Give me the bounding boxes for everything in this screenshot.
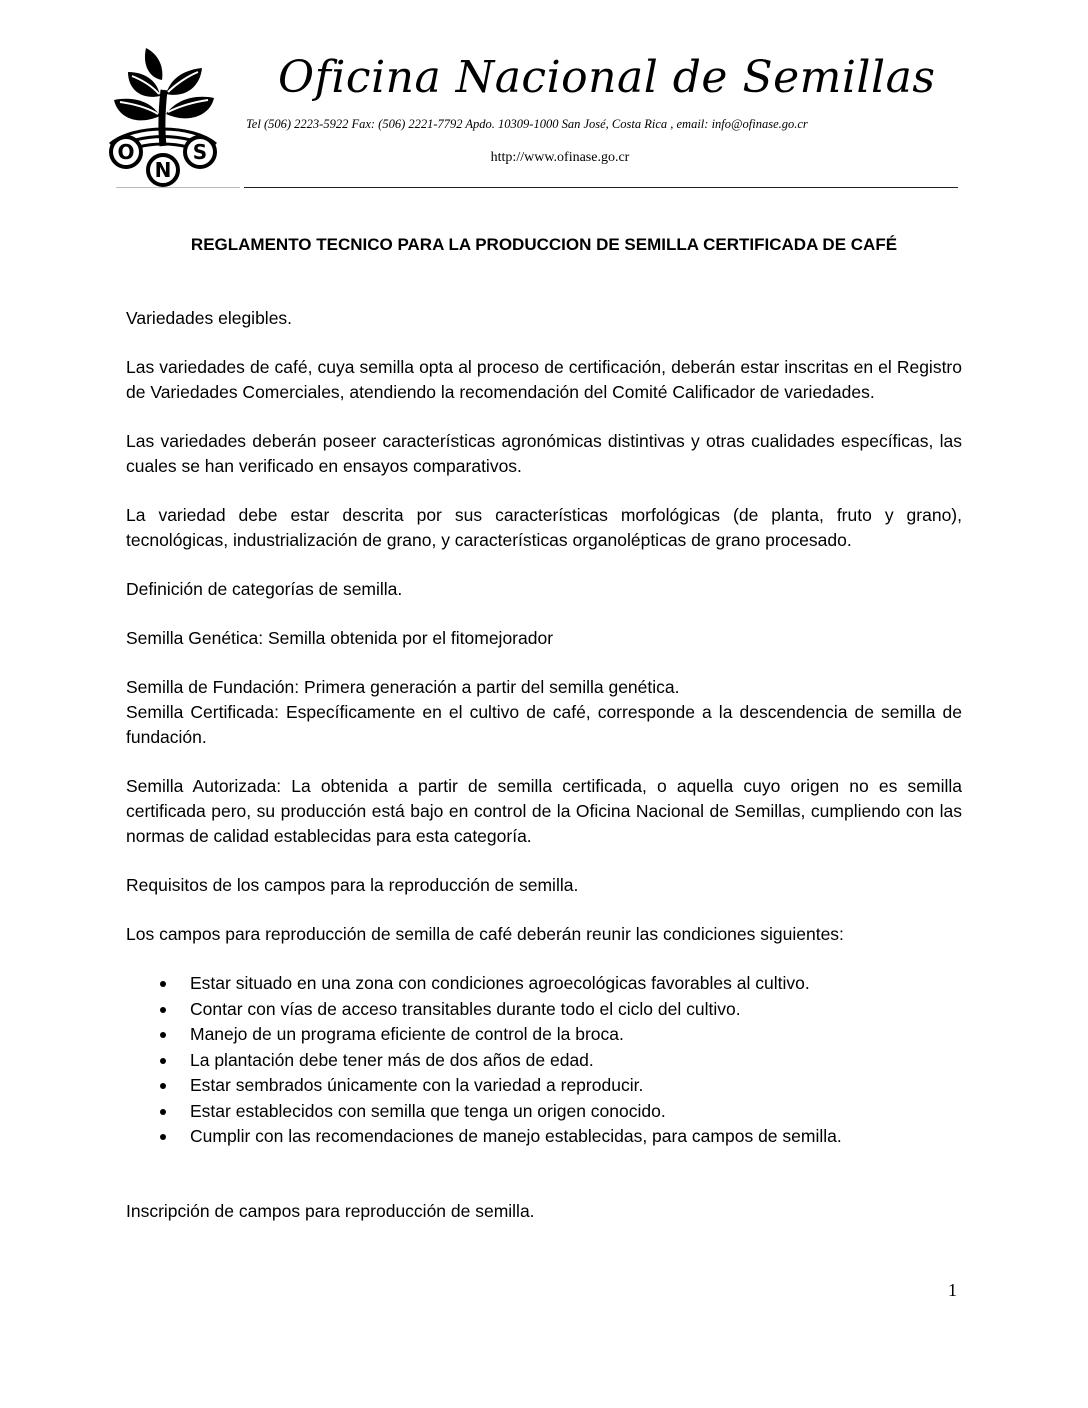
category-genetica: Semilla Genética: Semilla obtenida por el fitomejorador — [126, 628, 554, 648]
conditions-list — [126, 971, 962, 1150]
list-item-text: Estar sembrados únicamente con la variedad a reproducir. — [190, 1075, 644, 1095]
svg-text:S: S — [192, 140, 208, 164]
bullet-icon — [160, 1083, 166, 1089]
list-item-text: Estar situado en una zona con condiciones agroecológicas favorables al cultivo. — [190, 973, 810, 993]
header-divider-short — [116, 187, 240, 188]
list-item — [126, 997, 962, 1023]
document-title: REGLAMENTO TECNICO PARA LA PRODUCCION DE SEMILLA CERTIFICADA DE CAFÉ — [190, 235, 898, 254]
list-item — [126, 1048, 962, 1074]
list-item-text: Cumplir con las recomendaciones de manejo establecidas, para campos de semilla. — [190, 1126, 842, 1146]
list-item-text: Manejo de un programa eficiente de control de la broca. — [190, 1024, 624, 1044]
bullet-icon — [160, 1058, 166, 1064]
paragraph: Las variedades de café, cuya semilla opta al proceso de certificación, deberán estar inscritas en el Registro de Variedades Comerciales, atendiendo la recomendación del Comité Calificador de variedades. — [126, 357, 962, 402]
svg-text:N: N — [154, 158, 172, 182]
list-item-text: La plantación debe tener más de dos años de edad. — [190, 1049, 594, 1070]
section-heading-registration: Inscripción de campos para reproducción de semilla. — [126, 1200, 535, 1221]
category-fundacion: Semilla de Fundación: Primera generación a partir del semilla genética. — [126, 677, 680, 697]
list-item — [126, 1124, 962, 1150]
bullet-icon — [160, 1032, 166, 1038]
list-item-text: Estar establecidos con semilla que tenga un origen conocido. — [190, 1100, 666, 1121]
website-url: http://www.ofinase.go.cr — [490, 150, 630, 165]
org-name: Oficina Nacional de Semillas — [278, 52, 936, 103]
bullet-icon — [160, 981, 166, 987]
list-item — [126, 1073, 962, 1099]
page-number: 1 — [948, 1280, 957, 1300]
bullet-icon — [160, 1134, 166, 1140]
paragraph: La variedad debe estar descrita por sus características morfológicas (de planta, fruto y grano), tecnológicas, industrialización de grano, y características organolépticas de grano procesado. — [126, 505, 962, 550]
category-autorizada: Semilla Autorizada: La obtenida a partir de semilla certificada, o aquella cuyo origen no es semilla certificada pero, su producción está bajo en control de la Oficina Nacional de Semillas, cumpliendo con las normas de calidad establecidas para esta categoría. — [126, 776, 962, 846]
list-item — [126, 971, 962, 997]
section-heading-categories: Definición de categorías de semilla. — [126, 579, 403, 599]
category-certificada: Semilla Certificada: Específicamente en el cultivo de café, corresponde a la descendencia de semilla de fundación. — [126, 702, 962, 747]
document-body — [126, 306, 962, 1224]
paragraph: Las variedades deberán poseer características agronómicas distintivas y otras cualidades específicas, las cuales se han verificado en ensayos comparativos. — [126, 431, 962, 476]
paragraph: Los campos para reproducción de semilla de café deberán reunir las condiciones siguientes: — [126, 924, 844, 944]
list-item-text: Contar con vías de acceso transitables durante todo el ciclo del cultivo. — [190, 998, 741, 1019]
svg-text:O: O — [117, 140, 135, 164]
list-item — [126, 1022, 962, 1048]
contact-info: Tel (506) 2223-5922 Fax: (506) 2221-7792 Apdo. 10309-1000 San José, Costa Rica , email: info@ofinase.go.cr — [246, 117, 808, 131]
section-heading-fields: Requisitos de los campos para la reproducción de semilla. — [126, 875, 579, 895]
header-divider — [244, 187, 958, 188]
bullet-icon — [160, 1109, 166, 1115]
section-heading-varieties: Variedades elegibles. — [126, 308, 293, 328]
ons-logo — [104, 38, 222, 188]
bullet-icon — [160, 1007, 166, 1013]
list-item — [126, 1099, 962, 1125]
